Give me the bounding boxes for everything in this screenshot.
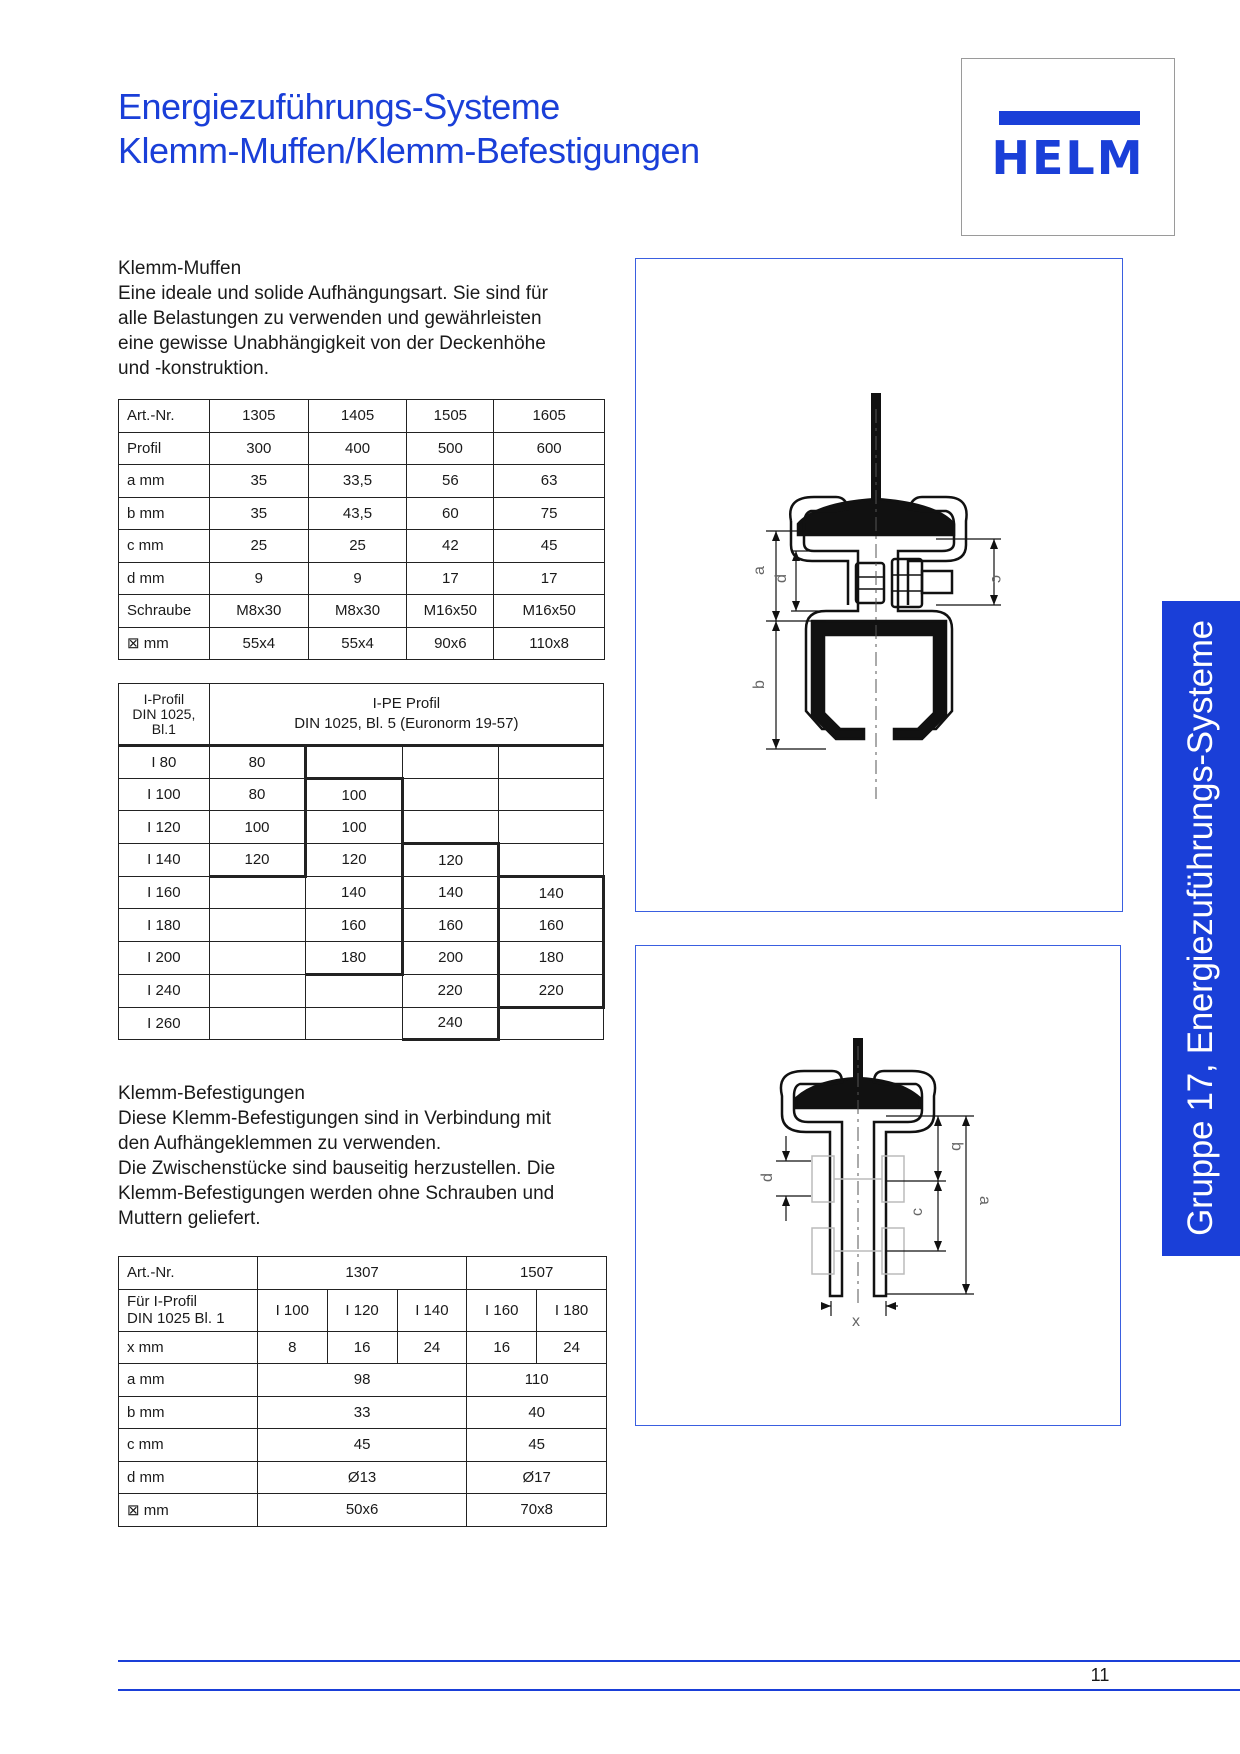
table-cell: 220: [402, 974, 499, 1007]
table-cell: 110x8: [494, 627, 605, 660]
table-cell: 35: [209, 497, 308, 530]
table-cell: [306, 974, 403, 1007]
table-row: [119, 909, 604, 942]
dim-label-b: b: [751, 680, 768, 689]
table-cell: 45: [467, 1429, 607, 1462]
table-cell: 1405: [308, 400, 407, 433]
table-cell: 300: [209, 432, 308, 465]
x-value: 16: [327, 1331, 397, 1364]
table-cell: M16x50: [494, 595, 605, 628]
row-label: I 180: [119, 909, 210, 942]
row-label: c mm: [119, 530, 210, 563]
table-cell: 140: [402, 876, 499, 909]
table-cell: Ø13: [257, 1461, 466, 1494]
table-cell: 40: [467, 1396, 607, 1429]
dim-label-a: a: [751, 566, 768, 575]
profil-value: I 100: [257, 1289, 327, 1331]
table-row: [119, 844, 604, 877]
table-row: [119, 530, 605, 563]
dim-label-c: c: [988, 575, 1005, 583]
table-cell: [402, 811, 499, 844]
table-cell: 43,5: [308, 497, 407, 530]
table-row: [119, 1364, 607, 1397]
table-row: [119, 465, 605, 498]
row-label: b mm: [119, 1396, 258, 1429]
paragraph-line: Die Zwischenstücke sind bauseitig herzustellen. Die: [118, 1158, 556, 1179]
table-row: [119, 562, 605, 595]
paragraph-line: Eine ideale und solide Aufhängungsart. Sie sind für: [118, 283, 548, 304]
table-cell: [402, 778, 499, 811]
dim-label-b: b: [948, 1142, 965, 1151]
profil-value: I 160: [467, 1289, 537, 1331]
profil-value: I 180: [537, 1289, 607, 1331]
table-cell: 45: [257, 1429, 466, 1462]
header-line: DIN 1025,: [132, 705, 196, 722]
clamp-fixing-svg: [636, 946, 1122, 1427]
table-cell: 600: [494, 432, 605, 465]
table-cell: 50x6: [257, 1494, 466, 1527]
row-label: c mm: [119, 1429, 258, 1462]
page-title: Energiezuführungs-Systeme: [118, 86, 560, 127]
profile-compat-table: [118, 683, 605, 1041]
intro-klemm-muffen: [118, 256, 596, 381]
table-cell: 140: [306, 876, 403, 909]
helm-logo: [961, 58, 1175, 236]
table-cell: 1605: [494, 400, 605, 433]
x-value: 16: [467, 1331, 537, 1364]
table-cell: [209, 909, 306, 942]
table-cell: 17: [494, 562, 605, 595]
page-number: 11: [1090, 1665, 1110, 1685]
table-cell: 100: [306, 778, 403, 811]
x-value: 24: [537, 1331, 607, 1364]
dim-d: [776, 1136, 811, 1221]
logo-text: HELM: [991, 131, 1145, 185]
table-row: [119, 974, 604, 1007]
artnr-label: Art.-Nr.: [119, 1257, 258, 1290]
table-cell: [209, 1007, 306, 1040]
profil-label-line: DIN 1025 Bl. 1: [127, 1310, 225, 1327]
dim-label-d: d: [759, 1173, 776, 1182]
header-line: Bl.1: [151, 720, 176, 737]
table-cell: 180: [306, 942, 403, 975]
klemm-muffen-table: [118, 399, 605, 660]
table-cell: 25: [209, 530, 308, 563]
artnr-1307: 1307: [257, 1257, 466, 1290]
profil-label-line: Für I-Profil: [127, 1293, 198, 1310]
footer-rule-bottom: [118, 1689, 1240, 1691]
bolt-shank: [922, 571, 952, 593]
row-label: I 200: [119, 942, 210, 975]
table-cell: 220: [499, 974, 604, 1007]
table-cell: 110: [467, 1364, 607, 1397]
header-line: I-PE Profil: [372, 695, 441, 712]
table-cell: 120: [209, 844, 306, 877]
paragraph-line: Klemm-Befestigungen werden ohne Schrauben und: [118, 1183, 555, 1204]
table-row: [119, 497, 605, 530]
row-label: I 120: [119, 811, 210, 844]
artnr-1507: 1507: [467, 1257, 607, 1290]
dim-label-c: c: [909, 1208, 926, 1216]
table-cell: 55x4: [209, 627, 308, 660]
dim-label-a: a: [976, 1196, 993, 1205]
table-cell: [499, 811, 604, 844]
table-cell: 160: [306, 909, 403, 942]
paragraph-line: Muttern geliefert.: [118, 1208, 261, 1229]
intro-klemm-befestigungen: [118, 1081, 596, 1231]
header-i-pe-profil: [209, 684, 603, 746]
table-cell: 160: [402, 909, 499, 942]
table-cell: 240: [402, 1007, 499, 1040]
side-tab-text: Gruppe 17, Energiezuführungs-Systeme: [1181, 620, 1220, 1236]
profil-value: I 120: [327, 1289, 397, 1331]
clamp-fixing-drawing: [635, 945, 1121, 1426]
table-cell: Ø17: [467, 1461, 607, 1494]
table-cell: 33: [257, 1396, 466, 1429]
table-cell: [306, 1007, 403, 1040]
table-cell: [209, 876, 306, 909]
table-cell: 100: [209, 811, 306, 844]
table-cell: 75: [494, 497, 605, 530]
table-cell: 70x8: [467, 1494, 607, 1527]
table-cell: 1505: [407, 400, 494, 433]
table-cell: [209, 974, 306, 1007]
table-cell: 25: [308, 530, 407, 563]
klemm-befestigungen-table: [118, 1256, 607, 1527]
table-cell: 1305: [209, 400, 308, 433]
table-cell: 45: [494, 530, 605, 563]
row-label: Art.-Nr.: [119, 400, 210, 433]
row-label: ⊠ mm: [119, 1494, 258, 1527]
table-cell: 35: [209, 465, 308, 498]
table-cell: 400: [308, 432, 407, 465]
table-row: [119, 811, 604, 844]
row-label: I 140: [119, 844, 210, 877]
table-cell: 120: [306, 844, 403, 877]
table-cell: 80: [209, 778, 306, 811]
table-row: [119, 1429, 607, 1462]
table-cell: 98: [257, 1364, 466, 1397]
table-row: [119, 1007, 604, 1040]
table-cell: 120: [402, 844, 499, 877]
row-label: Schraube: [119, 595, 210, 628]
table-cell: 9: [308, 562, 407, 595]
row-label: I 240: [119, 974, 210, 1007]
table-cell: [499, 746, 604, 779]
table-cell: 9: [209, 562, 308, 595]
table-cell: 140: [499, 876, 604, 909]
table-cell: M16x50: [407, 595, 494, 628]
x-value: 24: [397, 1331, 467, 1364]
table-row: [119, 746, 604, 779]
row-label: I 260: [119, 1007, 210, 1040]
clamp-sleeve-svg: [636, 259, 1124, 913]
row-label: Profil: [119, 432, 210, 465]
table-cell: [306, 746, 403, 779]
paragraph-line: Diese Klemm-Befestigungen sind in Verbindung mit: [118, 1108, 552, 1129]
c-rail: [812, 621, 946, 739]
table-cell: 63: [494, 465, 605, 498]
table-cell: 55x4: [308, 627, 407, 660]
row-label: I 80: [119, 746, 210, 779]
logo-bar: [999, 111, 1140, 125]
table-cell: 33,5: [308, 465, 407, 498]
x-label: x mm: [119, 1331, 258, 1364]
section-heading: Klemm-Muffen: [118, 258, 242, 279]
table-cell: 17: [407, 562, 494, 595]
table-row: [119, 627, 605, 660]
table-cell: 180: [499, 942, 604, 975]
footer-rule-top: [118, 1660, 1240, 1662]
table-cell: 200: [402, 942, 499, 975]
table-cell: 42: [407, 530, 494, 563]
row-label: a mm: [119, 1364, 258, 1397]
paragraph-line: alle Belastungen zu verwenden und gewährleisten: [118, 308, 542, 329]
dim-label-d: d: [773, 574, 790, 583]
paragraph-line: und -konstruktion.: [118, 358, 270, 379]
x-value: 8: [257, 1331, 327, 1364]
side-tab: [1162, 601, 1240, 1256]
row-label: d mm: [119, 1461, 258, 1494]
table-row: [119, 1461, 607, 1494]
header-line: I-Profil: [143, 690, 185, 707]
table-cell: M8x30: [209, 595, 308, 628]
table-cell: 60: [407, 497, 494, 530]
row-label: I 100: [119, 778, 210, 811]
table-row: [119, 1396, 607, 1429]
header-i-profil: [119, 684, 210, 746]
paragraph-line: eine gewisse Unabhängigkeit von der Deckenhöhe: [118, 333, 546, 354]
row-label: d mm: [119, 562, 210, 595]
table-cell: 160: [499, 909, 604, 942]
table-cell: 100: [306, 811, 403, 844]
bolt-head: [856, 563, 884, 603]
table-row: [119, 1494, 607, 1527]
dim-label-x: x: [852, 1313, 860, 1330]
table-cell: 90x6: [407, 627, 494, 660]
table-row: [119, 400, 605, 433]
row-label: b mm: [119, 497, 210, 530]
table-row: [119, 595, 605, 628]
row-label: I 160: [119, 876, 210, 909]
row-label: ⊠ mm: [119, 627, 210, 660]
table-cell: [402, 746, 499, 779]
table-cell: M8x30: [308, 595, 407, 628]
table-cell: [209, 942, 306, 975]
section-heading: Klemm-Befestigungen: [118, 1083, 305, 1104]
page-subtitle: Klemm-Muffen/Klemm-Befestigungen: [118, 130, 700, 171]
header-line: DIN 1025, Bl. 5 (Euronorm 19-57): [294, 715, 519, 732]
profil-value: I 140: [397, 1289, 467, 1331]
table-row: [119, 432, 605, 465]
row-label: a mm: [119, 465, 210, 498]
table-cell: [499, 844, 604, 877]
table-row: [119, 942, 604, 975]
table-row: [119, 876, 604, 909]
table-cell: 56: [407, 465, 494, 498]
profil-label: [119, 1289, 258, 1331]
paragraph-line: den Aufhängeklemmen zu verwenden.: [118, 1133, 442, 1154]
table-cell: [499, 1007, 604, 1040]
table-cell: [499, 778, 604, 811]
clamp-sleeve-drawing: [635, 258, 1123, 912]
table-row: [119, 778, 604, 811]
table-cell: 80: [209, 746, 306, 779]
table-cell: 500: [407, 432, 494, 465]
